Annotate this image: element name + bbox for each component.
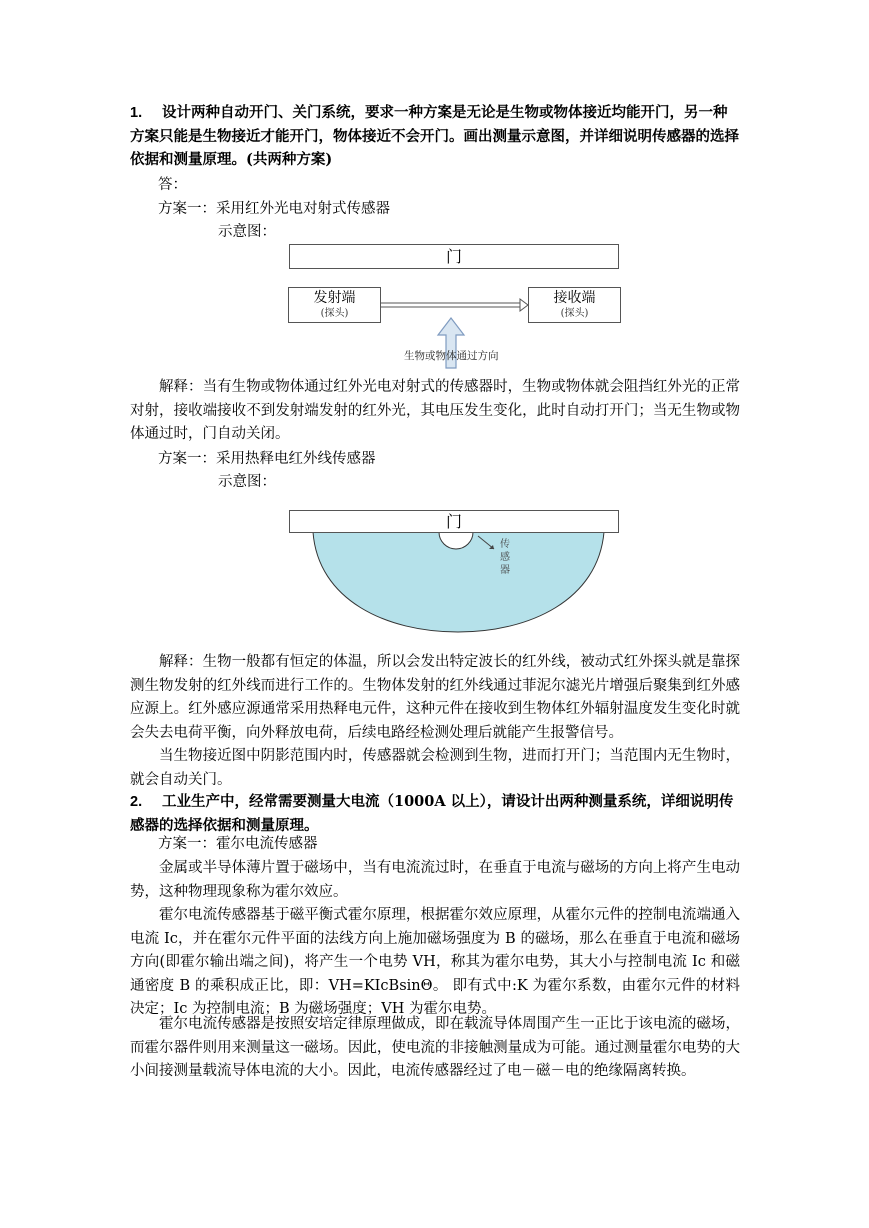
explanation-2-continued: 当生物接近图中阴影范围内时，传感器就会检测到生物，进而打开门；当范围内无生物时，就会自动关门。 xyxy=(130,748,740,788)
sender-sub-label: (探头) xyxy=(320,308,349,319)
explanation-2: 解释：生物一般都有恒定的体温，所以会发出特定波长的红外线，被动式红外探头就是靠探测生物发射的红外线而进行工作的。生物体发射的红外线通过菲泥尔滤光片增强后聚集到红外感应源上。红外感应源通常采用热释电元件，这种元件在接收到生物体红外辐射温度发生变化时就会失去电荷平衡，向外释放电荷，后续电路经检测处理后就能产生报警信号。 xyxy=(130,654,740,741)
receiver-box xyxy=(528,287,621,323)
hall-sensor-principle-paragraph: 霍尔电流传感器基于磁平衡式霍尔原理，根据霍尔效应原理，从霍尔元件的控制电流端通入电流 Ic，并在霍尔元件平面的法线方向上施加磁场强度为 B 的磁场，那么在垂直于电流和磁场方向(即霍尔输出端之间)，将产生一个电势 VH，称其为霍尔电势，其大小与控制电流 Ic 和磁通密度 B 的乘积成正比，即：VH=KIcBsinΘ。 即有式中:K 为霍尔系数，由霍尔元件的材料决定；Ic 为控制电流；B 为磁场强度；VH 为霍尔电势。 xyxy=(130,907,740,1017)
beam-arrowhead xyxy=(520,299,528,311)
question-number: 2. xyxy=(130,794,143,810)
question-text: 设计两种自动开门、关门系统，要求一种方案是无论是生物或物体接近均能开门，另一种方案只能是生物接近才能开门，物体接近不会开门。画出测量示意图，并详细说明传感器的选择依据和测量原理。(共两种方案) xyxy=(130,104,739,168)
q2-scheme-1-title: 方案一：霍尔电流传感器 xyxy=(158,836,318,852)
question-text: 工业生产中，经常需要测量大电流（1000A 以上），请设计出两种测量系统，详细说明传感器的选择依据和测量原理。 xyxy=(130,793,734,834)
direction-caption: 生物或物体通过方向 xyxy=(404,350,499,362)
door-1-label: 门 xyxy=(445,247,462,266)
hall-sensor-ampere-paragraph: 霍尔电流传感器是按照安培定律原理做成，即在载流导体周围产生一正比于该电流的磁场，而霍尔器件则用来测量这一磁场。因此，使电流的非接触测量成为可能。通过测量霍尔电势的大小间接测量载流导体电流的大小。因此，电流传感器经过了电－磁－电的绝缘隔离转换。 xyxy=(130,1016,740,1079)
scheme-2-title: 方案一：采用热释电红外线传感器 xyxy=(158,451,376,467)
sensor-label: 传感器 xyxy=(500,539,510,576)
door-1 xyxy=(289,244,619,269)
explanation-1: 解释：当有生物或物体通过红外光电对射式的传感器时，生物或物体就会阻挡红外光的正常对射，接收端接收不到发射端发射的红外光，其电压发生变化，此时自动打开门；当无生物或物体通过时，门自动关闭。 xyxy=(130,379,740,442)
door-2 xyxy=(289,510,619,533)
sender-label: 发射端 xyxy=(313,290,356,306)
diagram-2-label: 示意图： xyxy=(218,474,276,490)
hall-effect-paragraph: 金属或半导体薄片置于磁场中，当有电流流过时，在垂直于电流与磁场的方向上将产生电动势，这种物理现象称为霍尔效应。 xyxy=(130,860,740,900)
diagram-1-label: 示意图： xyxy=(218,224,276,240)
receiver-sub-label: (探头) xyxy=(560,308,589,319)
answer-label: 答： xyxy=(158,177,187,193)
sender-box xyxy=(288,287,381,323)
receiver-label: 接收端 xyxy=(553,290,596,306)
scheme-1-title: 方案一：采用红外光电对射式传感器 xyxy=(158,201,390,217)
door-2-label: 门 xyxy=(445,512,462,531)
question-number: 1. xyxy=(130,105,143,121)
question-2 xyxy=(130,790,740,837)
